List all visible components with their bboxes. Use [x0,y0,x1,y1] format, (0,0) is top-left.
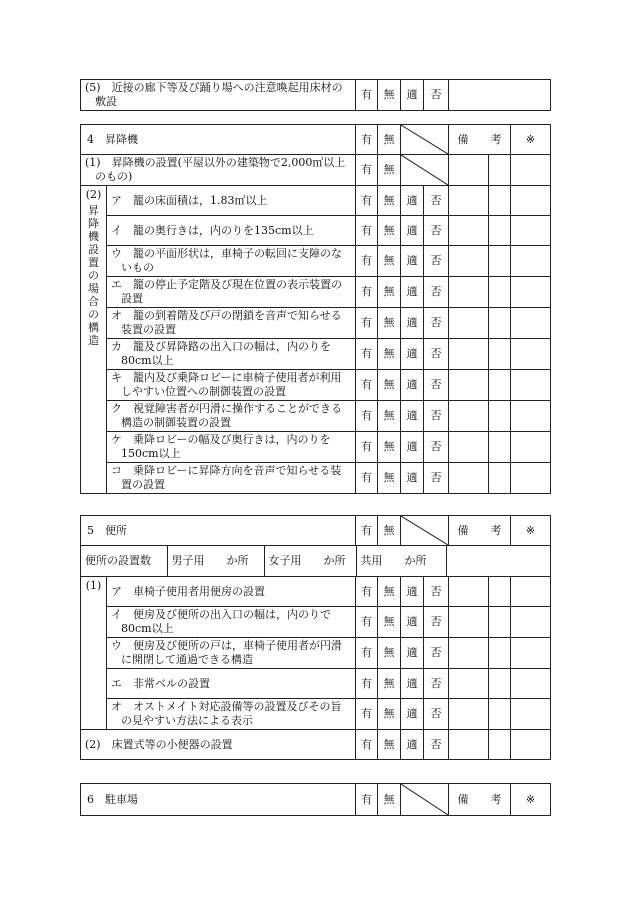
blank-cell[interactable] [489,669,511,699]
blank-cell[interactable] [511,730,551,760]
mark-ng[interactable]: 否 [424,370,449,401]
blank-cell[interactable] [511,216,551,246]
mark-no: 無 [378,784,401,816]
mark-yes[interactable]: 有 [356,339,378,370]
mark-no[interactable]: 無 [378,730,401,760]
section-4-header [81,125,551,155]
item-5-text: (5) 近接の廊下等及び踊り場への注意喚起用床材の敷設 [81,80,356,111]
item-row-5-1-4 [81,699,551,730]
blank-cell[interactable] [449,607,489,638]
mark-no: 無 [378,125,401,155]
blank-cell[interactable] [511,186,551,216]
item-4-2-text: ケ 乗降ロビーの幅及び奥行きは，内のりを150cm以上 [107,432,356,463]
mark-yes[interactable]: 有 [356,730,378,760]
blank-cell[interactable] [489,308,511,339]
mark-ng[interactable]: 否 [424,607,449,638]
mark-ok[interactable]: 適 [401,216,424,246]
section-5-header [81,516,551,546]
blank-cell[interactable] [489,432,511,463]
mark-no[interactable]: 無 [378,308,401,339]
mark-yes[interactable]: 有 [356,638,378,669]
item-4-2-text: カ 籠及び昇降路の出入口の幅は，内のりを80cm以上 [107,339,356,370]
mark-no[interactable]: 無 [378,463,401,494]
toilet-count-label: 便所の設置数 [81,546,167,576]
item-4-2-text: オ 籠の到着階及び戸の閉鎖を音声で知らせる装置の設置 [107,308,356,339]
toilet-count-row [81,546,551,577]
mark-yes[interactable]: 有 [356,308,378,339]
item-5-1-text: ウ 便房及び便所の戸は，車椅子使用者が円滑に開閉して通過できる構造 [107,638,356,669]
mark-ok[interactable]: 適 [401,186,424,216]
mark-no[interactable]: 無 [378,370,401,401]
mark-yes[interactable]: 有 [356,246,378,277]
blank-cell[interactable] [489,277,511,308]
item-row-4-2-8 [81,432,551,463]
blank-cell[interactable] [511,308,551,339]
item-row-5-1-1 [81,607,551,638]
item-4-2-text: キ 籠内及び乗降ロビーに車椅子使用者が利用しやすい位置への制御装置の設置 [107,370,356,401]
group-4-2-label [81,186,107,494]
mark-yes[interactable]: 有 [356,577,378,607]
item-5-1-text: イ 便房及び便所の出入口の幅は，内のりで80cm以上 [107,607,356,638]
blank-cell [446,546,550,576]
toilet-count-shared[interactable]: 共用 か所 [356,546,446,576]
item-5-1-text: オ オストメイト対応設備等の設置及びその旨の見やすい方法による表示 [107,699,356,730]
remarks-header: 備 考 [449,784,511,816]
diagonal-cell [401,125,449,155]
diagonal-cell [401,155,449,186]
mark-ok[interactable]: 適 [401,246,424,277]
remarks-header: 備 考 [449,516,511,546]
mark-ok[interactable]: 適 [401,577,424,607]
mark-yes[interactable]: 有 [356,155,378,186]
blank-cell[interactable] [511,401,551,432]
item-row-4-2-1 [81,216,551,246]
mark-yes[interactable]: 有 [356,432,378,463]
item-row-4-2-5 [81,339,551,370]
blank-cell[interactable] [489,463,511,494]
remarks-cell[interactable] [449,80,551,111]
item-row-5-1-3 [81,669,551,699]
mark-ng[interactable]: 否 [424,638,449,669]
group-4-2-num: (2) [85,188,102,201]
mark-yes: 有 [356,516,378,546]
item-4-2-text: コ 乗降ロビーに昇降方向を音声で知らせる装置の設置 [107,463,356,494]
blank-cell[interactable] [489,577,511,607]
mark-ng[interactable]: 否 [424,669,449,699]
mark-yes[interactable]: 有 [356,277,378,308]
blank-cell[interactable] [489,216,511,246]
blank-cell[interactable] [449,669,489,699]
mark-no: 無 [378,516,401,546]
mark-ng[interactable]: 否 [424,308,449,339]
toilet-count-cell [81,546,551,577]
item-row-5-1-2 [81,638,551,669]
item-5-1-text: エ 非常ベルの設置 [107,669,356,699]
blank-cell[interactable] [489,370,511,401]
blank-cell[interactable] [489,607,511,638]
item-4-2-text: エ 籠の停止予定階及び現在位置の表示装置の設置 [107,277,356,308]
item-4-2-text: ク 視覚障害者が円滑に操作することができる構造の制御装置の設置 [107,401,356,432]
toilet-count-male[interactable]: 男子用 か所 [167,546,264,576]
blank-cell[interactable] [511,638,551,669]
mark-ng[interactable]: 否 [424,339,449,370]
item-row-4-2-6 [81,370,551,401]
blank-cell[interactable] [449,577,489,607]
blank-cell[interactable] [511,339,551,370]
mark-no[interactable]: 無 [378,669,401,699]
mark-ng[interactable]: 否 [424,699,449,730]
mark-yes[interactable]: 有 [356,699,378,730]
mark-ok[interactable]: 適 [401,607,424,638]
mark-no[interactable]: 無 [378,401,401,432]
mark-ng[interactable]: 否 [424,216,449,246]
item-4-2-text: ウ 籠の平面形状は，車椅子の転回に支障のないもの [107,246,356,277]
mark-ng[interactable]: 否 [424,80,449,111]
toilet-count-female[interactable]: 女子用 か所 [264,546,356,576]
mark-no[interactable]: 無 [378,246,401,277]
mark-no[interactable]: 無 [378,277,401,308]
blank-cell[interactable] [511,155,551,186]
blank-cell[interactable] [511,669,551,699]
mark-no[interactable]: 無 [378,186,401,216]
item-5-1-text: ア 車椅子使用者用便房の設置 [107,577,356,607]
mark-ok[interactable]: 適 [401,339,424,370]
blank-cell[interactable] [449,699,489,730]
mark-ok[interactable]: 適 [401,401,424,432]
mark-ng[interactable]: 否 [424,577,449,607]
group-4-2-vertical-label: 昇 降 機 設 置 の 場 合 の 構 造 [88,204,99,347]
mark-yes[interactable]: 有 [356,463,378,494]
section-4-title: 4 昇降機 [81,125,356,155]
mark-ok[interactable]: 適 [401,638,424,669]
mark-ng[interactable]: 否 [424,277,449,308]
group-5-1-label [81,577,107,730]
blank-cell[interactable] [449,401,489,432]
blank-cell[interactable] [489,155,511,186]
blank-cell[interactable] [511,463,551,494]
mark-ok[interactable]: 適 [401,669,424,699]
mark-yes: 有 [356,784,378,816]
blank-cell[interactable] [449,730,489,760]
mark-yes: 有 [356,125,378,155]
item-row-4-1 [81,155,551,186]
blank-cell[interactable] [449,246,489,277]
mark-ng[interactable]: 否 [424,246,449,277]
item-5-2-text: (2) 床置式等の小便器の設置 [81,730,356,760]
table-prev-section [80,79,551,111]
blank-cell[interactable] [489,730,511,760]
mark-yes[interactable]: 有 [356,186,378,216]
mark-ok[interactable]: 適 [401,80,424,111]
blank-cell[interactable] [449,155,489,186]
diagonal-cell [401,784,449,816]
mark-ng[interactable]: 否 [424,432,449,463]
blank-cell[interactable] [449,216,489,246]
table-section-6-parking [80,783,551,816]
toilet-count-inner [81,546,550,576]
blank-cell[interactable] [511,577,551,607]
mark-no[interactable]: 無 [378,339,401,370]
mark-no[interactable]: 無 [378,432,401,463]
blank-cell[interactable] [449,638,489,669]
mark-yes[interactable]: 有 [356,607,378,638]
section-6-title: 6 駐車場 [81,784,356,816]
blank-cell[interactable] [449,370,489,401]
mark-yes[interactable]: 有 [356,216,378,246]
blank-cell[interactable] [489,401,511,432]
mark-yes[interactable]: 有 [356,401,378,432]
blank-cell[interactable] [489,339,511,370]
blank-cell[interactable] [511,432,551,463]
mark-ng[interactable]: 否 [424,401,449,432]
item-4-1-text: (1) 昇降機の設置(平屋以外の建築物で2,000㎡以上のもの) [81,155,356,186]
section-5-title: 5 便所 [81,516,356,546]
blank-cell[interactable] [449,463,489,494]
item-row-4-2-3 [81,277,551,308]
blank-cell[interactable] [511,699,551,730]
blank-cell[interactable] [511,370,551,401]
item-row-4-2-9 [81,463,551,494]
blank-cell[interactable] [489,638,511,669]
mark-ng[interactable]: 否 [424,186,449,216]
blank-cell[interactable] [511,277,551,308]
mark-ok[interactable]: 適 [401,432,424,463]
mark-no[interactable]: 無 [378,607,401,638]
mark-yes[interactable]: 有 [356,669,378,699]
mark-ng[interactable]: 否 [424,730,449,760]
blank-cell[interactable] [489,699,511,730]
mark-ok[interactable]: 適 [401,463,424,494]
diagonal-cell [401,516,449,546]
note-mark: ※ [511,516,551,546]
mark-ok[interactable]: 適 [401,699,424,730]
item-4-2-text: イ 籠の奥行きは，内のりを135cm以上 [107,216,356,246]
mark-ok[interactable]: 適 [401,277,424,308]
item-4-2-text: ア 籠の床面積は，1.83㎡以上 [107,186,356,216]
mark-no[interactable]: 無 [378,216,401,246]
mark-yes[interactable]: 有 [356,80,378,111]
mark-no[interactable]: 無 [378,699,401,730]
item-row-4-2-2 [81,246,551,277]
mark-no[interactable]: 無 [378,80,401,111]
item-row-5-2 [81,730,551,760]
item-row-4-2-0 [81,186,551,216]
group-5-1-num: (1) [85,579,102,592]
mark-ok[interactable]: 適 [401,730,424,760]
blank-cell[interactable] [489,246,511,277]
item-row-5 [81,80,551,111]
table-section-5-toilet [80,515,551,760]
table-section-4-elevator [80,124,551,494]
mark-yes[interactable]: 有 [356,370,378,401]
mark-no[interactable]: 無 [378,638,401,669]
mark-ok[interactable]: 適 [401,370,424,401]
blank-cell[interactable] [489,186,511,216]
mark-no[interactable]: 無 [378,155,401,186]
blank-cell[interactable] [449,432,489,463]
note-mark: ※ [511,125,551,155]
remarks-header: 備 考 [449,125,511,155]
note-mark: ※ [511,784,551,816]
item-row-4-2-7 [81,401,551,432]
mark-no[interactable]: 無 [378,577,401,607]
blank-cell[interactable] [511,246,551,277]
mark-ng[interactable]: 否 [424,463,449,494]
item-row-4-2-4 [81,308,551,339]
blank-cell[interactable] [449,308,489,339]
item-row-5-1-0 [81,577,551,607]
blank-cell[interactable] [449,186,489,216]
blank-cell[interactable] [449,339,489,370]
blank-cell[interactable] [449,277,489,308]
mark-ok[interactable]: 適 [401,308,424,339]
section-6-header [81,784,551,816]
blank-cell[interactable] [511,607,551,638]
